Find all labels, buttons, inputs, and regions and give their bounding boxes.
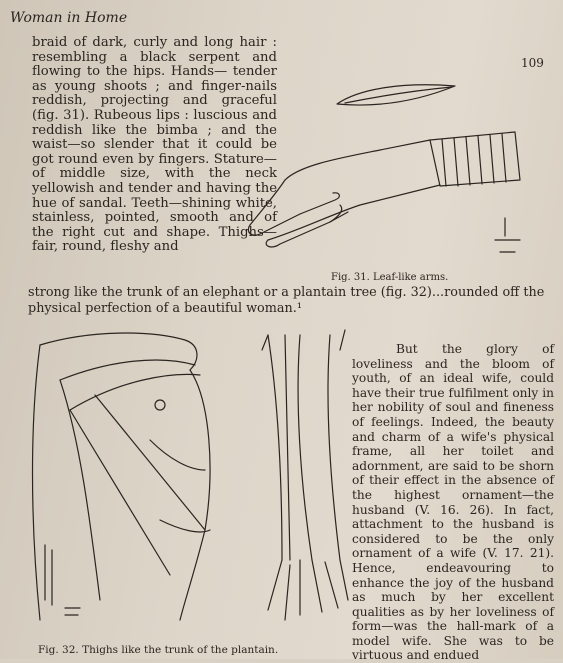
text-line-full-width-1: strong like the trunk of an elephant or a plantain tree (fig. 32)...rounded off the (28, 285, 545, 300)
page-number: 109 (521, 56, 544, 70)
text-line-full-width-2: physical perfection of a beautiful woman.¹ (28, 301, 302, 316)
right-column (352, 342, 554, 663)
right-column-paragraph: But the glory of loveliness and the bloom of youth, of an ideal wife, could have their true fulfilment only in her nobility of soul and fineness of feelings. Indeed, the beauty and charm of a wife's physical frame, all her toilet and adornment, are said to be shorn of their effect in the absence of the highest ornament—the husband (V. 16. 26). In fact, attachment to the husband is considered to be the only ornament of a wife (V. 17. 21). Hence, endeavouring to enhance the joy of the husband as much by her excellent qualities as by her loveliness of form—was the hall-mark of a model wife. She was to be virtuous and endued (352, 342, 554, 663)
left-column-paragraph: braid of dark, curly and long hair : resembling a black serpent and flowing to the hips. Hands— tender as young shoots ; and finger-nails reddish, projecting and graceful (fig. 31). Rubeous lips : luscious and reddish like the bimba ; and the waist—so slender that it could be got round even by fingers. Stature—of middle size, with the neck yellowish and tender and having the hue of sandal. Teeth—shining white, stainless, pointed, smooth and of the right cut and shape. Thighs—fair, round, fleshy and (32, 35, 277, 255)
fig31-caption: Fig. 31. Leaf-like arms. (331, 272, 449, 283)
running-head: Woman in Home (10, 10, 128, 26)
fig32-caption: Fig. 32. Thighs like the trunk of the plantain. (38, 644, 279, 656)
